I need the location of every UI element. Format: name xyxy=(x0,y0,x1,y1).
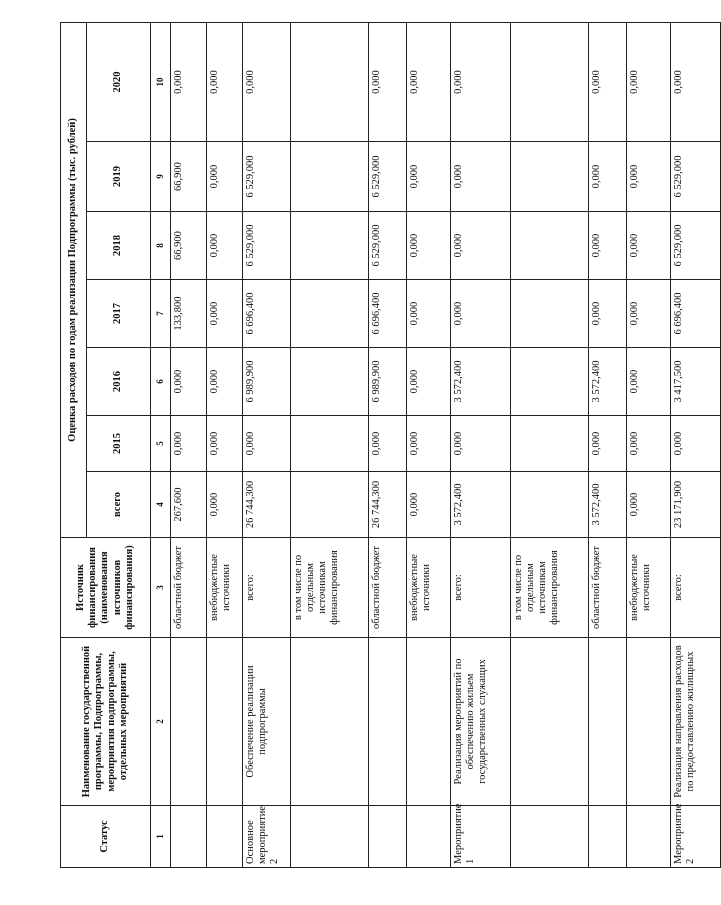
value-cell: 6 529,000 xyxy=(243,142,291,212)
source-cell: всего: xyxy=(671,538,721,638)
name-cell xyxy=(589,638,627,806)
value-cell xyxy=(511,22,589,141)
value-cell: 6 529,000 xyxy=(671,142,721,212)
header-source: Источник финансирования (наименования источников финансирования) xyxy=(61,538,151,638)
name-cell xyxy=(207,638,243,806)
value-cell: 6 529,000 xyxy=(369,212,407,280)
rotated-table-container xyxy=(60,23,697,868)
value-cell: 0,000 xyxy=(171,416,207,472)
value-cell: 6 529,000 xyxy=(243,212,291,280)
value-cell: 3 572,400 xyxy=(589,472,627,538)
table-row xyxy=(511,22,589,867)
source-cell: областной бюджет xyxy=(369,538,407,638)
value-cell: 66,900 xyxy=(171,212,207,280)
table-row xyxy=(627,22,671,867)
value-cell xyxy=(291,142,369,212)
value-cell: 0,000 xyxy=(207,416,243,472)
value-cell: 0,000 xyxy=(207,22,243,141)
value-cell: 3 572,400 xyxy=(451,472,511,538)
value-cell xyxy=(291,212,369,280)
header-name: Наименование государственной программы, Подпрограммы, мероприятия подпрограммы, отдельных мероприятий xyxy=(61,638,151,806)
value-cell: 0,000 xyxy=(589,212,627,280)
value-cell: 0,000 xyxy=(243,416,291,472)
table-row xyxy=(291,22,369,867)
header-year: 2018 xyxy=(87,212,151,280)
status-cell xyxy=(171,806,207,868)
table-row xyxy=(671,22,721,867)
value-cell: 0,000 xyxy=(207,212,243,280)
value-cell: 0,000 xyxy=(407,212,451,280)
status-cell: Мероприятие 1 xyxy=(451,806,511,868)
value-cell: 0,000 xyxy=(589,22,627,141)
value-cell: 6 989,900 xyxy=(369,348,407,416)
col-index: 4 xyxy=(151,472,171,538)
value-cell: 0,000 xyxy=(407,416,451,472)
col-index: 10 xyxy=(151,22,171,141)
value-cell: 3 417,500 xyxy=(671,348,721,416)
value-cell: 0,000 xyxy=(671,416,721,472)
value-cell xyxy=(511,416,589,472)
table-row xyxy=(207,22,243,867)
col-index: 9 xyxy=(151,142,171,212)
value-cell: 0,000 xyxy=(627,22,671,141)
col-index: 6 xyxy=(151,348,171,416)
source-cell: областной бюджет xyxy=(171,538,207,638)
status-cell xyxy=(589,806,627,868)
name-cell: Реализация направления расходов по предоставлению жилищных xyxy=(671,638,721,806)
value-cell xyxy=(291,472,369,538)
table-row xyxy=(407,22,451,867)
status-cell: Основное мероприятие 2 xyxy=(243,806,291,868)
source-cell: в том числе по отдельным источникам финансирования xyxy=(511,538,589,638)
value-cell: 6 529,000 xyxy=(671,212,721,280)
header-status: Статус xyxy=(61,806,151,868)
header-year: 2017 xyxy=(87,280,151,348)
value-cell: 3 572,400 xyxy=(589,348,627,416)
value-cell: 0,000 xyxy=(451,280,511,348)
col-index: 7 xyxy=(151,280,171,348)
value-cell xyxy=(291,280,369,348)
status-cell xyxy=(511,806,589,868)
value-cell: 6 696,400 xyxy=(671,280,721,348)
value-cell xyxy=(291,22,369,141)
value-cell: 0,000 xyxy=(589,280,627,348)
source-cell: всего: xyxy=(243,538,291,638)
table-row xyxy=(171,22,207,867)
table-row xyxy=(589,22,627,867)
status-cell: Мероприятие 2 xyxy=(671,806,721,868)
value-cell: 0,000 xyxy=(407,142,451,212)
value-cell: 0,000 xyxy=(627,142,671,212)
value-cell: 0,000 xyxy=(407,22,451,141)
value-cell: 0,000 xyxy=(627,280,671,348)
budget-table xyxy=(60,22,721,868)
col-index: 5 xyxy=(151,416,171,472)
header-year: 2020 xyxy=(87,22,151,141)
col-index: 2 xyxy=(151,638,171,806)
table-row xyxy=(451,22,511,867)
value-cell: 0,000 xyxy=(369,22,407,141)
value-cell: 0,000 xyxy=(627,212,671,280)
status-cell xyxy=(627,806,671,868)
header-year: 2015 xyxy=(87,416,151,472)
status-cell xyxy=(291,806,369,868)
col-index: 1 xyxy=(151,806,171,868)
header-estimate: Оценка расходов по годам реализации Подпрограммы (тыс. рублей) xyxy=(61,22,87,537)
status-cell xyxy=(207,806,243,868)
value-cell xyxy=(511,472,589,538)
value-cell: 0,000 xyxy=(627,416,671,472)
value-cell: 3 572,400 xyxy=(451,348,511,416)
table-row xyxy=(369,22,407,867)
status-cell xyxy=(369,806,407,868)
value-cell: 0,000 xyxy=(207,348,243,416)
value-cell: 0,000 xyxy=(207,472,243,538)
value-cell xyxy=(511,212,589,280)
value-cell: 0,000 xyxy=(407,348,451,416)
value-cell: 6 989,900 xyxy=(243,348,291,416)
column-index-row xyxy=(151,22,171,867)
value-cell xyxy=(291,416,369,472)
name-cell xyxy=(511,638,589,806)
value-cell: 6 696,400 xyxy=(243,280,291,348)
value-cell: 0,000 xyxy=(171,22,207,141)
header-year: 2016 xyxy=(87,348,151,416)
value-cell: 0,000 xyxy=(451,416,511,472)
value-cell xyxy=(511,348,589,416)
value-cell: 0,000 xyxy=(451,22,511,141)
value-cell: 0,000 xyxy=(589,142,627,212)
value-cell: 23 171,900 xyxy=(671,472,721,538)
source-cell: внебюджетные источники xyxy=(407,538,451,638)
col-index: 3 xyxy=(151,538,171,638)
name-cell xyxy=(369,638,407,806)
name-cell xyxy=(291,638,369,806)
value-cell: 133,800 xyxy=(171,280,207,348)
value-cell: 0,000 xyxy=(407,280,451,348)
header-total: всего xyxy=(87,472,151,538)
value-cell: 0,000 xyxy=(671,22,721,141)
name-cell: Реализация мероприятий по обеспечению жильем государственных служащих xyxy=(451,638,511,806)
name-cell xyxy=(171,638,207,806)
value-cell: 0,000 xyxy=(207,280,243,348)
name-cell: Обеспечение реализации подпрограммы xyxy=(243,638,291,806)
value-cell: 0,000 xyxy=(627,348,671,416)
value-cell: 0,000 xyxy=(243,22,291,141)
value-cell: 0,000 xyxy=(627,472,671,538)
name-cell xyxy=(627,638,671,806)
value-cell xyxy=(511,280,589,348)
table-row xyxy=(243,22,291,867)
status-cell xyxy=(407,806,451,868)
source-cell: внебюджетные источники xyxy=(207,538,243,638)
value-cell: 0,000 xyxy=(589,416,627,472)
header-year: 2019 xyxy=(87,142,151,212)
source-cell: всего: xyxy=(451,538,511,638)
value-cell: 267,600 xyxy=(171,472,207,538)
value-cell: 0,000 xyxy=(207,142,243,212)
value-cell xyxy=(511,142,589,212)
value-cell: 6 696,400 xyxy=(369,280,407,348)
source-cell: в том числе по отдельным источникам финансирования xyxy=(291,538,369,638)
source-cell: внебюджетные источники xyxy=(627,538,671,638)
value-cell: 0,000 xyxy=(171,348,207,416)
value-cell: 26 744,300 xyxy=(243,472,291,538)
name-cell xyxy=(407,638,451,806)
value-cell: 0,000 xyxy=(369,416,407,472)
value-cell: 26 744,300 xyxy=(369,472,407,538)
value-cell: 0,000 xyxy=(451,212,511,280)
value-cell: 66,900 xyxy=(171,142,207,212)
value-cell xyxy=(291,348,369,416)
value-cell: 0,000 xyxy=(407,472,451,538)
value-cell: 0,000 xyxy=(451,142,511,212)
source-cell: областной бюджет xyxy=(589,538,627,638)
value-cell: 6 529,000 xyxy=(369,142,407,212)
col-index: 8 xyxy=(151,212,171,280)
